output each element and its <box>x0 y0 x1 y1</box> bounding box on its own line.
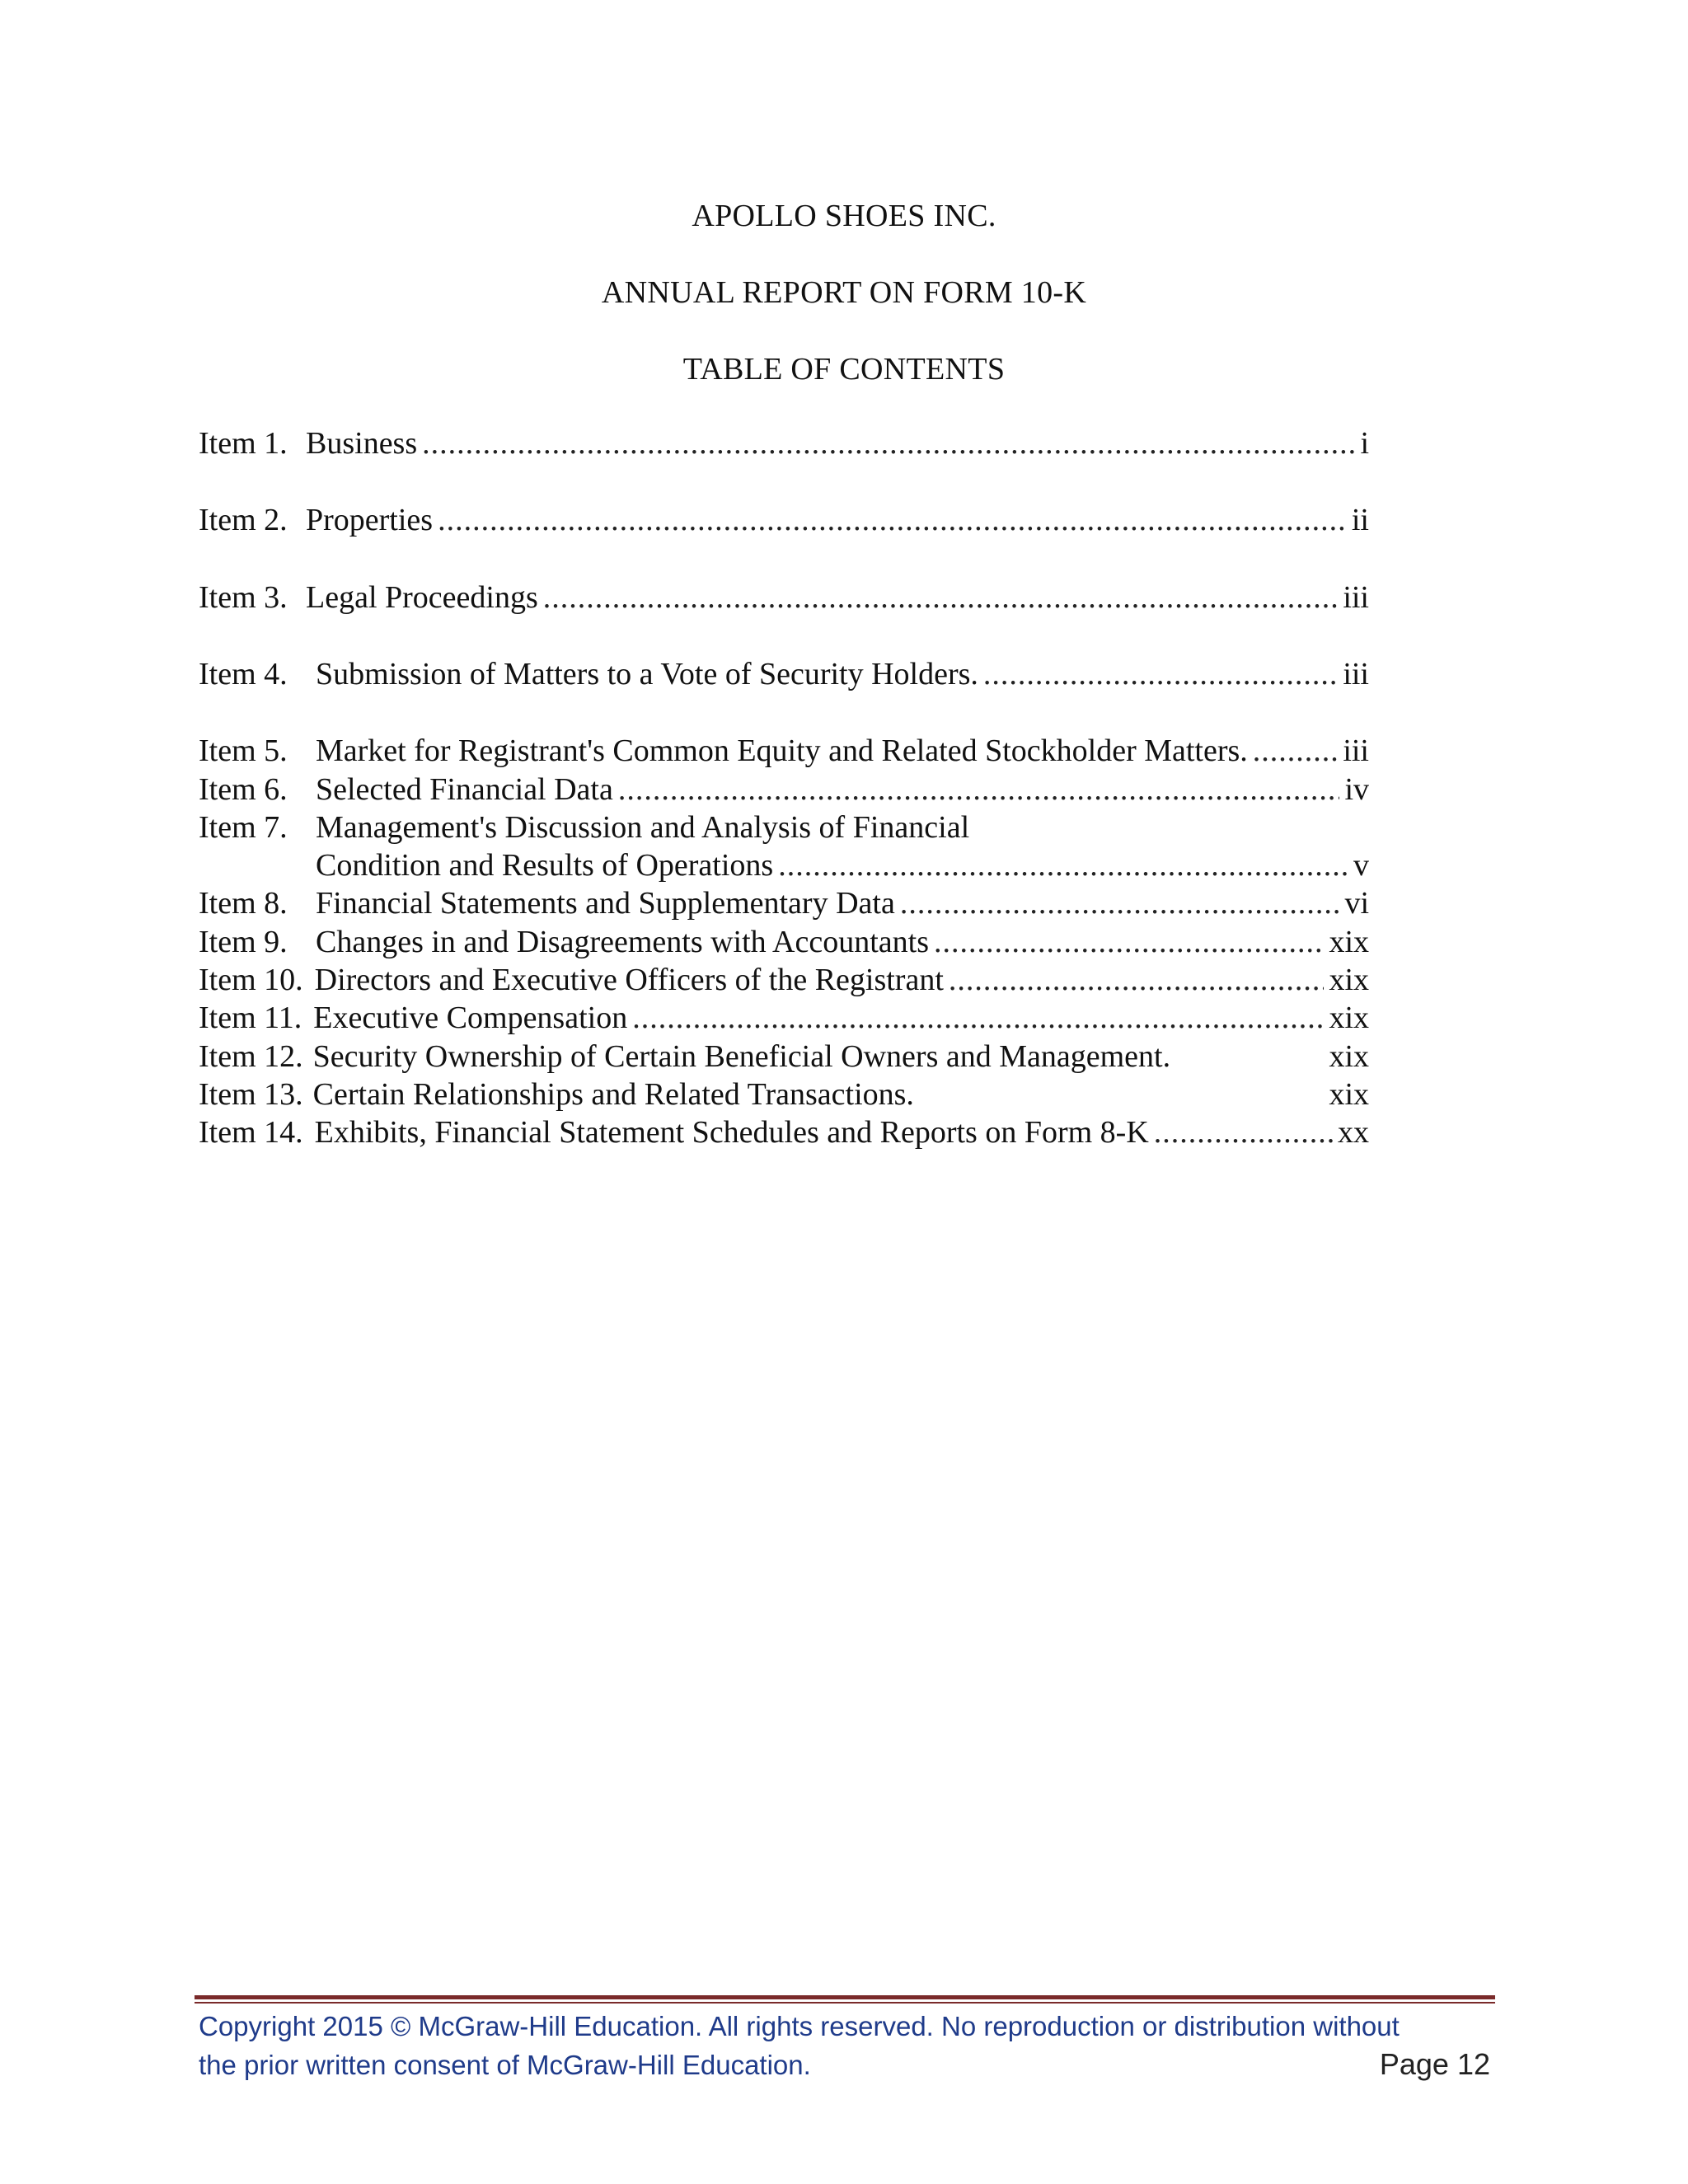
item-label: Market for Registrant's Common Equity and Related Stockholder Matters. <box>316 733 1248 768</box>
dot-leader <box>1154 1114 1333 1151</box>
item-number: Item 5. <box>199 733 288 768</box>
item-number: Item 7. <box>199 810 288 845</box>
item-label: Management's Discussion and Analysis of Financial <box>316 810 970 845</box>
item-label: Submission of Matters to a Vote of Security Holders. <box>316 657 978 691</box>
item-number: Item 9. <box>199 925 288 959</box>
toc-item-8[interactable] <box>199 885 1369 923</box>
item-number: Item 14. <box>199 1115 303 1150</box>
item-number: Item 6. <box>199 772 288 807</box>
toc-item-7[interactable] <box>199 809 1369 847</box>
item-label: Legal Proceedings <box>306 580 538 615</box>
toc-item-3[interactable] <box>199 579 1369 617</box>
toc-item-2[interactable] <box>199 502 1369 540</box>
copyright-line-2: the prior written consent of McGraw-Hill Education. <box>199 2050 811 2080</box>
dot-leader <box>900 885 1340 921</box>
toc-item-1[interactable] <box>199 425 1369 463</box>
item-page: xx <box>1338 1115 1369 1150</box>
dot-leader <box>983 656 1338 692</box>
item-page: v <box>1353 848 1369 883</box>
toc-item-14[interactable] <box>199 1114 1369 1152</box>
toc-item-6[interactable] <box>199 771 1369 809</box>
item-number: Item 2. <box>199 503 288 537</box>
item-label: Executive Compensation <box>313 1001 628 1035</box>
footer-divider-thin <box>195 2002 1495 2004</box>
dot-leader <box>778 847 1348 883</box>
item-number: Item 11. <box>199 1001 302 1035</box>
dot-leader <box>949 962 1325 998</box>
item-number: Item 3. <box>199 580 288 615</box>
item-label: Business <box>306 426 418 461</box>
toc-item-13[interactable] <box>199 1076 1369 1114</box>
item-page: xix <box>1329 963 1369 997</box>
company-name: APOLLO SHOES INC. <box>692 199 996 233</box>
dot-leader <box>422 425 1355 462</box>
page-number: Page 12 <box>1379 2047 1490 2081</box>
item-label-continued: Condition and Results of Operations <box>316 848 774 883</box>
item-label: Properties <box>306 503 434 537</box>
item-page: xix <box>1329 1077 1369 1112</box>
item-page: iii <box>1343 580 1369 615</box>
item-label: Financial Statements and Supplementary Data <box>316 886 895 921</box>
item-page: iii <box>1343 733 1369 768</box>
item-number: Item 1. <box>199 426 288 461</box>
copyright-line-1: Copyright 2015 © McGraw-Hill Education. All rights reserved. No reproduction or distribution without <box>199 2011 1400 2041</box>
footer-divider <box>195 1995 1495 1999</box>
item-label: Certain Relationships and Related Transactions. <box>312 1077 914 1112</box>
item-page: xix <box>1329 925 1369 959</box>
toc-item-4[interactable] <box>199 656 1369 694</box>
dot-leader <box>438 502 1347 538</box>
dot-leader <box>1253 733 1339 769</box>
item-page: iii <box>1343 657 1369 691</box>
dot-leader <box>618 771 1340 808</box>
toc-item-5[interactable] <box>199 733 1369 771</box>
dot-leader <box>934 924 1324 960</box>
item-number: Item 10. <box>199 963 303 997</box>
dot-leader <box>543 579 1339 616</box>
toc-item-7-continued[interactable] <box>316 847 1369 885</box>
item-page: vi <box>1344 886 1369 921</box>
item-number: Item 8. <box>199 886 288 921</box>
dot-leader <box>632 1000 1324 1036</box>
item-label: Changes in and Disagreements with Accountants <box>316 925 930 959</box>
item-number: Item 12. <box>199 1039 303 1074</box>
item-page: i <box>1360 426 1369 461</box>
item-page: iv <box>1344 772 1369 807</box>
toc-title: TABLE OF CONTENTS <box>682 352 1006 387</box>
item-label: Directors and Executive Officers of the Registrant <box>314 963 944 997</box>
item-label: Security Ownership of Certain Beneficial Owners and Management. <box>312 1039 1171 1074</box>
report-title: ANNUAL REPORT ON FORM 10-K <box>601 275 1087 310</box>
item-page: xix <box>1329 1039 1369 1074</box>
item-page: ii <box>1351 503 1369 537</box>
item-label: Exhibits, Financial Statement Schedules and Reports on Form 8-K <box>314 1115 1149 1150</box>
toc-item-9[interactable] <box>199 924 1369 962</box>
item-number: Item 4. <box>199 657 288 691</box>
item-label: Selected Financial Data <box>316 772 613 807</box>
toc-item-12[interactable] <box>199 1038 1369 1076</box>
toc-item-11[interactable] <box>199 1000 1369 1038</box>
toc-item-10[interactable] <box>199 962 1369 1000</box>
item-number: Item 13. <box>199 1077 303 1112</box>
item-page: xix <box>1329 1001 1369 1035</box>
